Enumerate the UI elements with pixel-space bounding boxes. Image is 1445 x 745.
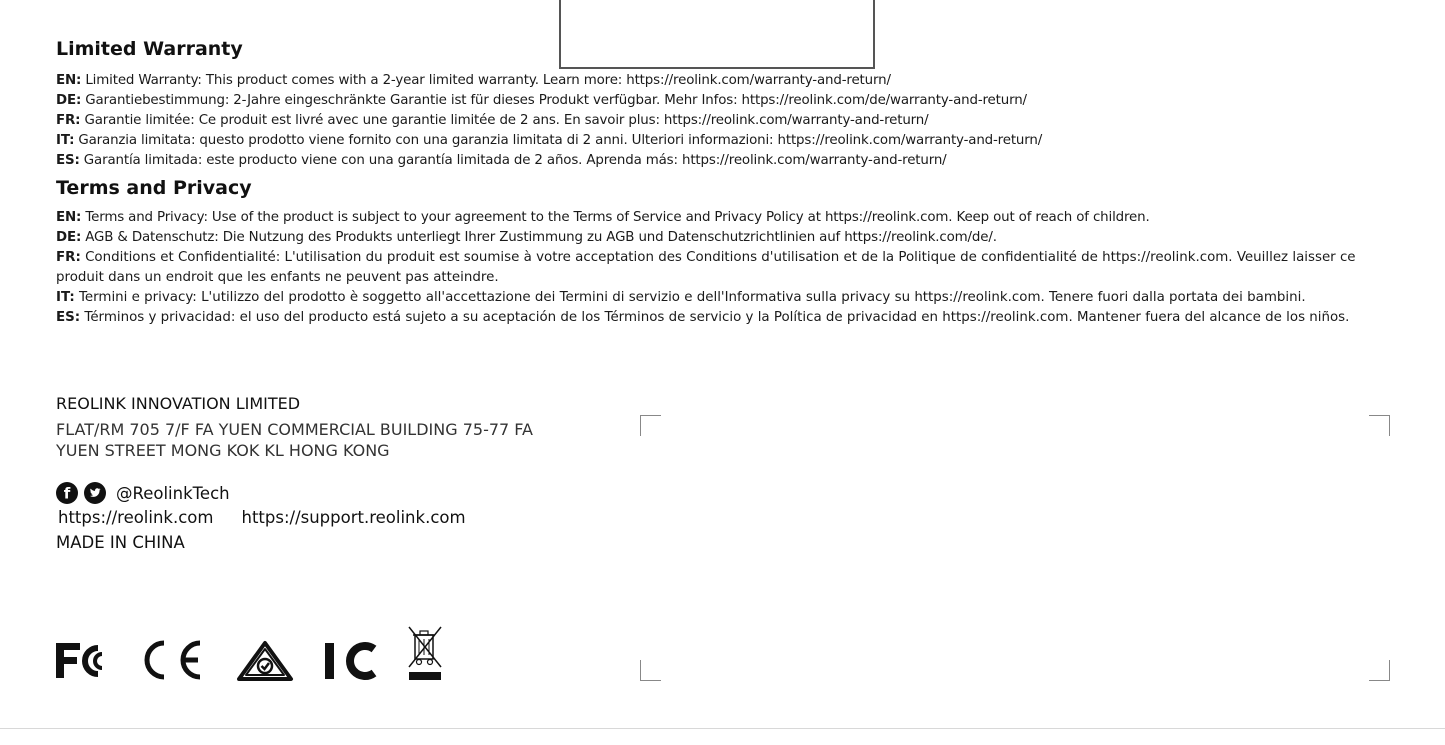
- warranty-line-es: ES: Garantía limitada: este producto viene con una garantía limitada de 2 años. Aprenda más: https://reolink.com/warranty-and-return/: [56, 153, 947, 168]
- terms-line-es: ES: Términos y privacidad: el uso del producto está sujeto a su aceptación de los Términos de servicio y la Política de privacidad en https://reolink.com. Mantener fuera del alcance de los niños.: [56, 310, 1350, 325]
- facebook-icon[interactable]: [56, 482, 78, 504]
- warranty-line-it: IT: Garanzia limitata: questo prodotto viene fornito con una garanzia limitata di 2 anni. Ulteriori informazioni: https://reolink.com/warranty-and-return/: [56, 133, 1043, 148]
- terms-line-en: EN: Terms and Privacy: Use of the product is subject to your agreement to the Terms of Service and Privacy Policy at https://reolink.com. Keep out of reach of children.: [56, 210, 1150, 225]
- company-name: REOLINK INNOVATION LIMITED: [56, 394, 301, 413]
- label-placeholder-box: [559, 0, 875, 69]
- crop-mark-top-left: [640, 415, 661, 436]
- crop-mark-top-right: [1369, 415, 1390, 436]
- terms-line-it: IT: Termini e privacy: L'utilizzo del prodotto è soggetto all'accettazione dei Termini di servizio e dell'Informativa sulla privacy su https://reolink.com. Tenere fuori dalla portata dei bambini.: [56, 290, 1306, 305]
- ce-logo: [142, 625, 206, 685]
- svg-text:f: f: [63, 484, 71, 503]
- company-address: [56, 419, 533, 461]
- terms-line-de: DE: AGB & Datenschutz: Die Nutzung des Produkts unterliegt Ihrer Zustimmung zu AGB und Datenschutzrichtlinien auf https://reolink.com/de/.: [56, 230, 997, 245]
- terms-line-fr: FR: Conditions et Confidentialité: L'utilisation du produit est soumise à votre acceptation des Conditions d'utilisation et de la Politique de confidentialité de https://reolink.com. Veuillez laisser ce produit dans un endroit que les enfants ne peuvent pas atteindre.: [56, 250, 1356, 285]
- terms-title: Terms and Privacy: [56, 177, 252, 199]
- address-line-2: YUEN STREET MONG KOK KL HONG KONG: [56, 441, 390, 460]
- social-row: [56, 482, 230, 504]
- crop-mark-bottom-right: [1369, 660, 1390, 681]
- ic-logo: [322, 625, 380, 685]
- links-row: [58, 508, 466, 527]
- social-handle[interactable]: @ReolinkTech: [116, 483, 230, 503]
- terms-text: [56, 208, 1396, 328]
- website-link[interactable]: https://reolink.com: [58, 508, 214, 527]
- made-in-label: MADE IN CHINA: [56, 533, 185, 552]
- warranty-line-de: DE: Garantiebestimmung: 2-Jahre eingeschränkte Garantie ist für dieses Produkt verfügbar. Mehr Infos: https://reolink.com/de/warranty-and-return/: [56, 93, 1027, 108]
- weee-bin-icon: [404, 625, 446, 685]
- address-line-1: FLAT/RM 705 7/F FA YUEN COMMERCIAL BUILDING 75-77 FA: [56, 420, 533, 439]
- warranty-line-en: EN: Limited Warranty: This product comes with a 2-year limited warranty. Learn more: https://reolink.com/warranty-and-return/: [56, 73, 891, 88]
- crop-mark-bottom-left: [640, 660, 661, 681]
- bottom-divider: [0, 728, 1445, 729]
- support-link[interactable]: https://support.reolink.com: [241, 508, 466, 527]
- rcm-logo: [233, 625, 297, 685]
- warranty-line-fr: FR: Garantie limitée: Ce produit est livré avec une garantie limitée de 2 ans. En savoir plus: https://reolink.com/warranty-and-return/: [56, 113, 929, 128]
- twitter-icon[interactable]: [84, 482, 106, 504]
- warranty-text: [56, 71, 1396, 171]
- warranty-title: Limited Warranty: [56, 38, 243, 60]
- fcc-logo: [54, 625, 116, 685]
